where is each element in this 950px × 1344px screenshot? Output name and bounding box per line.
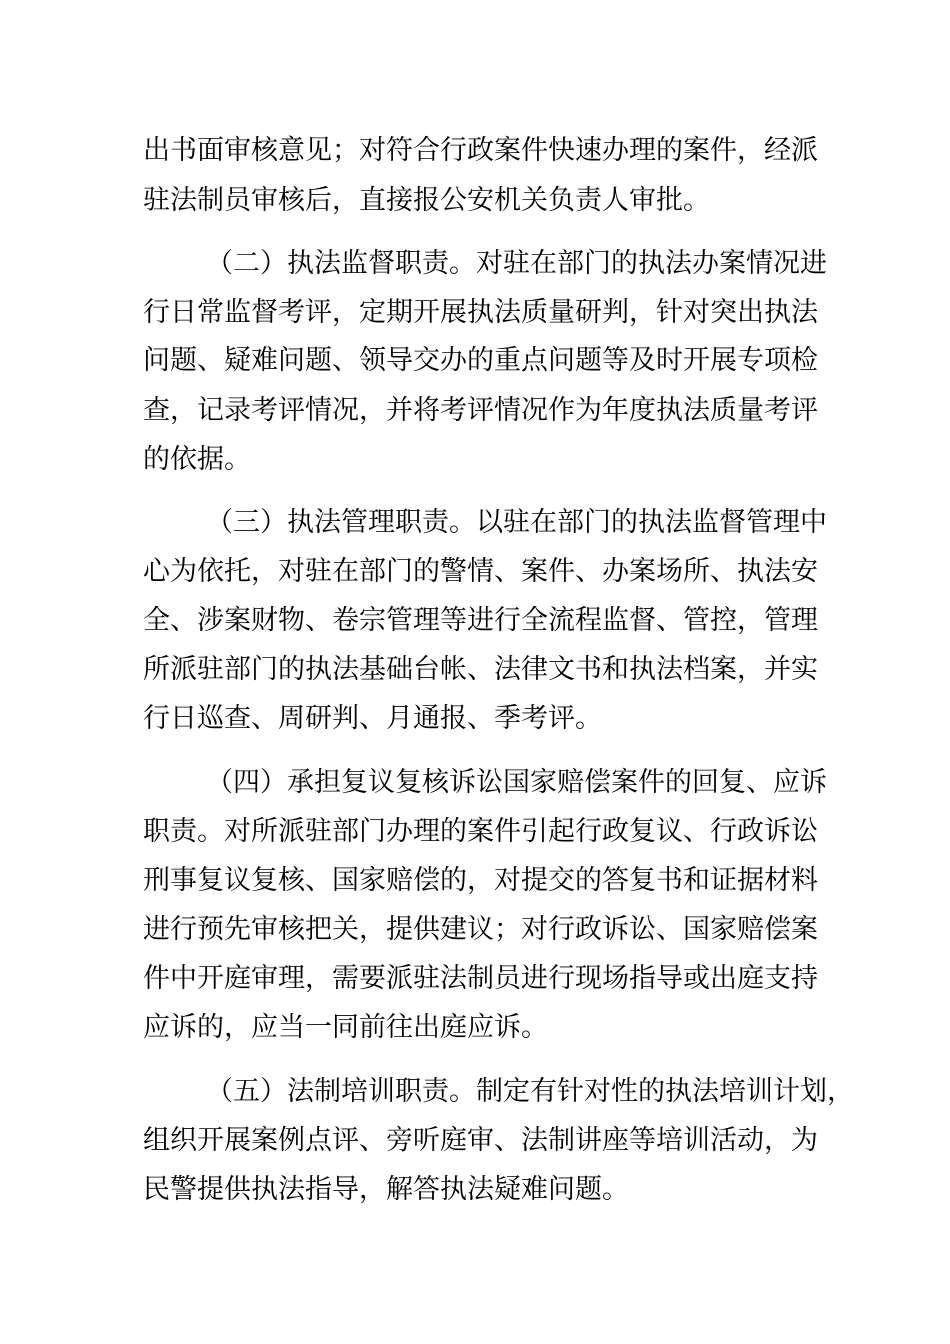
text-line: 刑事复议复核、国家赔偿的，对提交的答复书和证据材料 xyxy=(143,865,818,896)
text-line: 心为依托，对驻在部门的警情、案件、办案场所、执法安 xyxy=(143,556,818,587)
section-heading-line: （四）承担复议复核诉讼国家赔偿案件的回复、应诉 xyxy=(206,767,827,798)
text-line: 职责。对所派驻部门办理的案件引起行政复议、行政诉讼 xyxy=(143,816,818,847)
text-line: 件中开庭审理，需要派驻法制员进行现场指导或出庭支持 xyxy=(143,963,818,994)
text-line: 的依据。 xyxy=(143,444,251,475)
text-line: 所派驻部门的执法基础台帐、法律文书和执法档案，并实 xyxy=(143,654,818,685)
text-line: 组织开展案例点评、旁听庭审、法制讲座等培训活动，为 xyxy=(143,1125,818,1156)
section-heading-line: （五）法制培训职责。制定有针对性的执法培训计划， xyxy=(206,1076,854,1107)
text-line: 驻法制员审核后，直接报公安机关负责人审批。 xyxy=(143,185,710,216)
section-heading-line: （三）执法管理职责。以驻在部门的执法监督管理中 xyxy=(206,507,827,538)
text-line: 出书面审核意见；对符合行政案件快速办理的案件，经派 xyxy=(143,135,818,166)
text-line: 问题、疑难问题、领导交办的重点问题等及时开展专项检 xyxy=(143,345,818,376)
text-line: 应诉的，应当一同前往出庭应诉。 xyxy=(143,1012,548,1043)
text-line: 全、涉案财物、卷宗管理等进行全流程监督、管控，管理 xyxy=(143,605,818,636)
text-line: 行日常监督考评，定期开展执法质量研判，针对突出执法 xyxy=(143,297,818,328)
text-line: 查，记录考评情况，并将考评情况作为年度执法质量考评 xyxy=(143,395,818,426)
text-line: 行日巡查、周研判、月通报、季考评。 xyxy=(143,703,602,734)
text-line: 进行预先审核把关，提供建议；对行政诉讼、国家赔偿案 xyxy=(143,914,818,945)
text-line: 民警提供执法指导，解答执法疑难问题。 xyxy=(143,1174,629,1205)
section-heading-line: （二）执法监督职责。对驻在部门的执法办案情况进 xyxy=(206,248,827,279)
